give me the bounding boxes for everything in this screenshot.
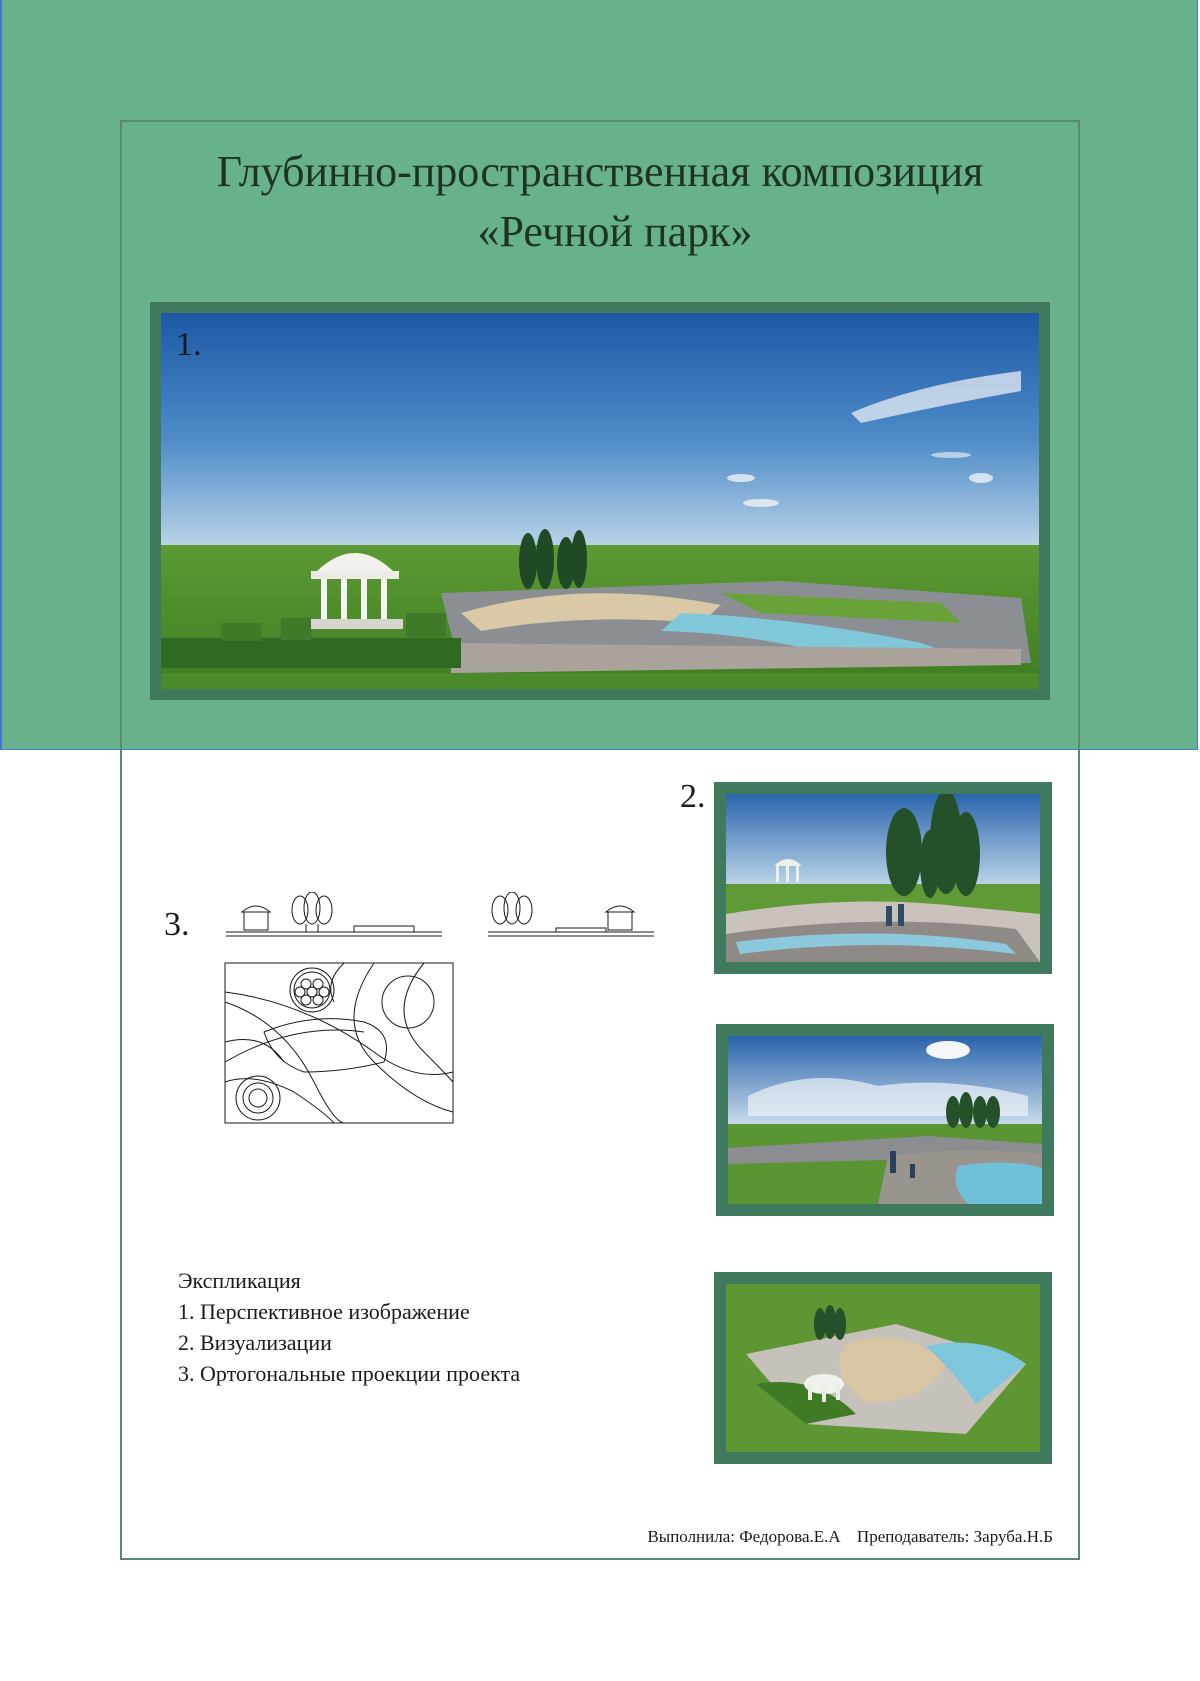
visualisation-2-render (728, 1036, 1042, 1204)
explication-item: 1. Перспективное изображение (178, 1299, 470, 1324)
explication-item: 3. Ортогональные проекции проекта (178, 1361, 521, 1386)
visualisation-1 (714, 782, 1052, 974)
label-projections: 3. (164, 906, 190, 943)
author-credit: Выполнила: Федорова.Е.А (647, 1527, 841, 1546)
visualisation-2 (716, 1024, 1054, 1216)
explication-heading: Экспликация (178, 1268, 301, 1293)
elevation-front (224, 892, 444, 942)
explication (178, 1265, 520, 1389)
visualisation-1-render (726, 794, 1040, 962)
label-perspective: 1. (176, 326, 202, 363)
page-title (120, 142, 1080, 262)
visualisation-3-render (726, 1284, 1040, 1452)
perspective-render (161, 313, 1039, 689)
elevation-side (486, 892, 656, 942)
label-visualisations: 2. (680, 778, 706, 815)
title-line-1: Глубинно-пространственная композиция (216, 147, 984, 196)
rotunda-small-icon (774, 859, 802, 882)
explication-item: 2. Визуализации (178, 1330, 332, 1355)
teacher-credit: Преподаватель: Заруба.Н.Б (856, 1527, 1053, 1546)
plan-view (224, 962, 454, 1124)
credits (647, 1527, 1053, 1547)
visualisation-3 (714, 1272, 1052, 1464)
perspective-image (150, 302, 1050, 700)
rotunda-top-icon (804, 1374, 844, 1402)
title-line-2: «Речной парк» (477, 207, 753, 256)
